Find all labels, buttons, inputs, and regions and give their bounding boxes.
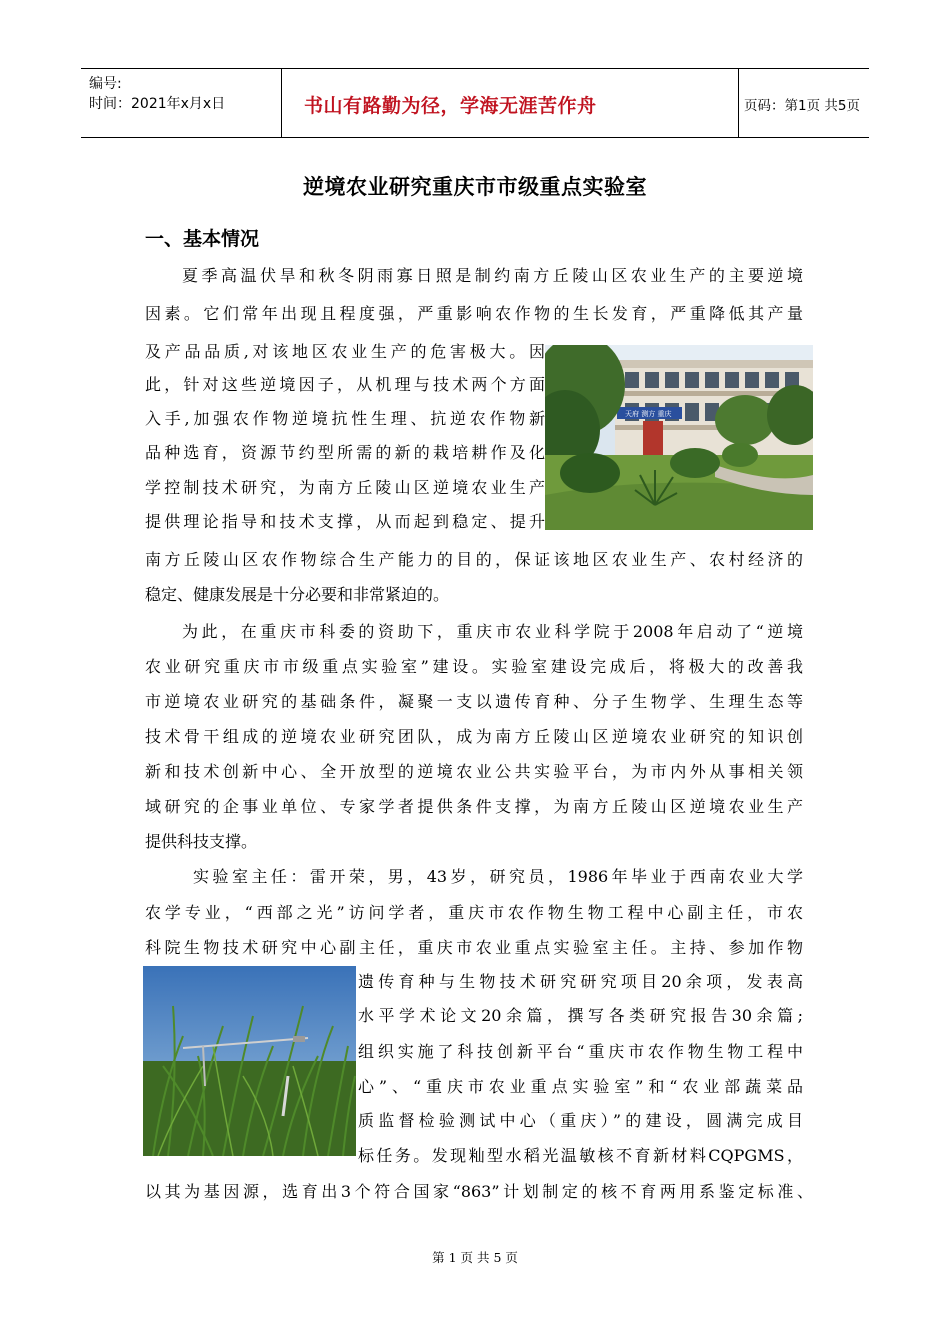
- body-line: 质监督检验测试中心（重庆）”的建设，圆满完成目: [358, 1111, 803, 1130]
- body-line: 因素。它们常年出现且程度强，严重影响农作物的生长发育，严重降低其产量: [145, 304, 803, 323]
- page-footer: 第 1 页 共 5 页: [432, 1250, 518, 1265]
- body-line: 农业研究重庆市市级重点实验室”建设。实验室建设完成后，将极大的改善我: [145, 657, 803, 676]
- document-title: 逆境农业研究重庆市市级重点实验室: [303, 175, 647, 199]
- building-sign-text: 天府 测方 重庆: [625, 410, 672, 418]
- body-line: 及产品品质,对该地区农业生产的危害极大。因: [145, 342, 545, 361]
- body-line: 标任务。发现籼型水稻光温敏核不育新材料CQPGMS，: [358, 1146, 803, 1165]
- body-line: 以其为基因源，选育出3个符合国家“863”计划制定的核不育两用系鉴定标准、: [145, 1182, 813, 1201]
- time-label: 时间：2021年x月x日: [89, 96, 226, 112]
- serial-label: 编号:: [89, 76, 122, 92]
- body-line: 农学专业，“西部之光”访问学者，重庆市农作物生物工程中心副主任，市农: [145, 903, 803, 922]
- page-number-label: 页码：第1页 共5页: [744, 98, 860, 114]
- body-line: 提供理论指导和技术支撑，从而起到稳定、提升: [145, 512, 545, 531]
- body-line: 技术骨干组成的逆境农业研究团队，成为南方丘陵山区逆境农业研究的知识创: [145, 727, 803, 746]
- laboratory-building-photo: [545, 345, 813, 530]
- header-info-cell: [81, 69, 281, 137]
- body-line: 提供科技支撑。: [145, 832, 258, 851]
- body-line: 此，针对这些逆境因子，从机理与技术两个方面: [145, 375, 545, 394]
- body-line: 为此，在重庆市科委的资助下，重庆市农业科学院于2008年启动了“逆境: [182, 622, 803, 641]
- body-line: 品种选育，资源节约型所需的新的栽培耕作及化: [145, 443, 545, 462]
- body-line: 入手,加强农作物逆境抗性生理、抗逆农作物新: [145, 409, 545, 428]
- body-line: 学控制技术研究，为南方丘陵山区逆境农业生产: [145, 478, 545, 497]
- body-line: 组织实施了科技创新平台“重庆市农作物生物工程中: [358, 1042, 803, 1061]
- body-line: 心”、“重庆市农业重点实验室”和“农业部蔬菜品: [358, 1077, 803, 1096]
- body-line: 实验室主任：雷开荣，男，43岁，研究员，1986年毕业于西南农业大学: [193, 867, 803, 886]
- header-page-cell: [739, 69, 869, 137]
- body-line: 水平学术论文20余篇，撰写各类研究报告30余篇;: [358, 1006, 803, 1025]
- motto-text: 书山有路勤为径，学海无涯苦作舟: [304, 95, 597, 117]
- body-line: 南方丘陵山区农作物综合生产能力的目的，保证该地区农业生产、农村经济的: [145, 550, 803, 569]
- body-line: 科院生物技术研究中心副主任，重庆市农业重点实验室主任。主持、参加作物: [145, 938, 803, 957]
- section-heading: 一、基本情况: [145, 228, 260, 250]
- body-line: 域研究的企事业单位、专家学者提供条件支撑，为南方丘陵山区逆境农业生产: [145, 797, 803, 816]
- body-line: 新和技术创新中心、全开放型的逆境农业公共实验平台，为市内外从事相关领: [145, 762, 803, 781]
- header-motto-cell: [281, 69, 739, 137]
- body-line: 夏季高温伏旱和秋冬阴雨寡日照是制约南方丘陵山区农业生产的主要逆境: [182, 266, 803, 285]
- field-crop-photo: [143, 966, 356, 1156]
- body-line: 遗传育种与生物技术研究研究项目20余项，发表高: [358, 972, 803, 991]
- body-line: 稳定、健康发展是十分必要和非常紧迫的。: [145, 585, 450, 604]
- body-line: 市逆境农业研究的基础条件，凝聚一支以遗传育种、分子生物学、生理生态等: [145, 692, 803, 711]
- page-header: [81, 68, 869, 138]
